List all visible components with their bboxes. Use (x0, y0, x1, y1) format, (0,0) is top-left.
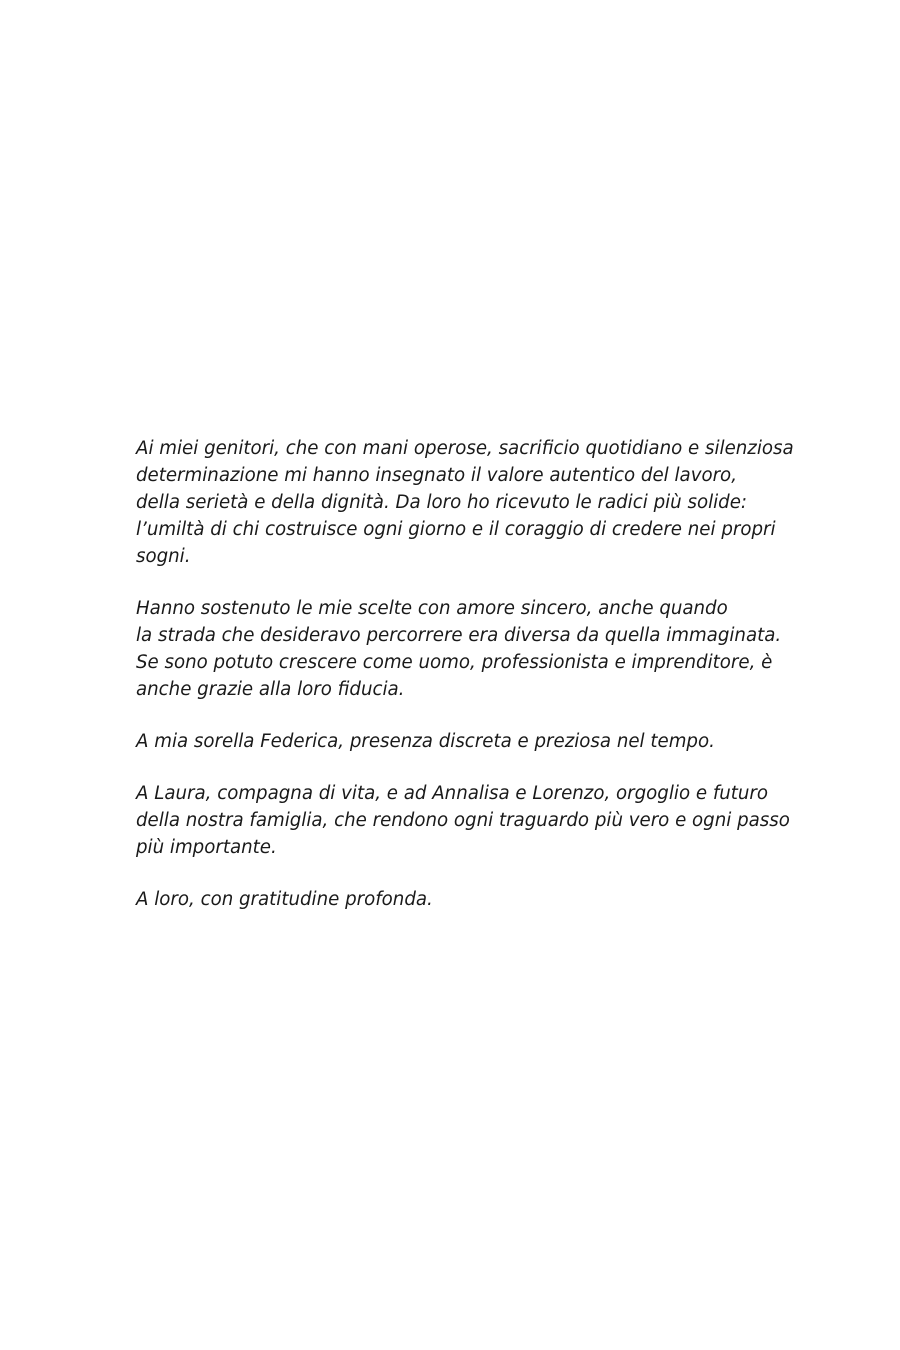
text-line: la strada che desideravo percorrere era diversa da quella immaginata. (136, 625, 782, 646)
text-line: Se sono potuto crescere come uomo, professionista e imprenditore, è (136, 652, 773, 673)
text-line: determinazione mi hanno insegnato il valore autentico del lavoro, (136, 465, 737, 486)
text-line: A mia sorella Federica, presenza discreta e preziosa nel tempo. (136, 731, 715, 752)
text-line: sogni. (136, 546, 191, 567)
text-line: della nostra famiglia, che rendono ogni traguardo più vero e ogni passo (136, 810, 790, 831)
dedication-paragraph-support (136, 595, 836, 703)
dedication-paragraph-family (136, 780, 836, 861)
text-line: della serietà e della dignità. Da loro ho ricevuto le radici più solide: (136, 492, 748, 513)
text-line: più importante. (136, 837, 277, 858)
dedication-paragraph-parents (136, 435, 836, 570)
text-line: Ai miei genitori, che con mani operose, sacrificio quotidiano e silenziosa (136, 438, 794, 459)
text-line: l’umiltà di chi costruisce ogni giorno e il coraggio di credere nei propri (136, 519, 776, 540)
dedication-paragraph-closing (136, 886, 836, 913)
dedication-paragraph-sister (136, 728, 836, 755)
text-line: anche grazie alla loro fiducia. (136, 679, 405, 700)
text-line: A Laura, compagna di vita, e ad Annalisa e Lorenzo, orgoglio e futuro (136, 783, 769, 804)
text-line: A loro, con gratitudine profonda. (136, 889, 433, 910)
dedication-text (136, 435, 836, 938)
text-line: Hanno sostenuto le mie scelte con amore sincero, anche quando (136, 598, 728, 619)
